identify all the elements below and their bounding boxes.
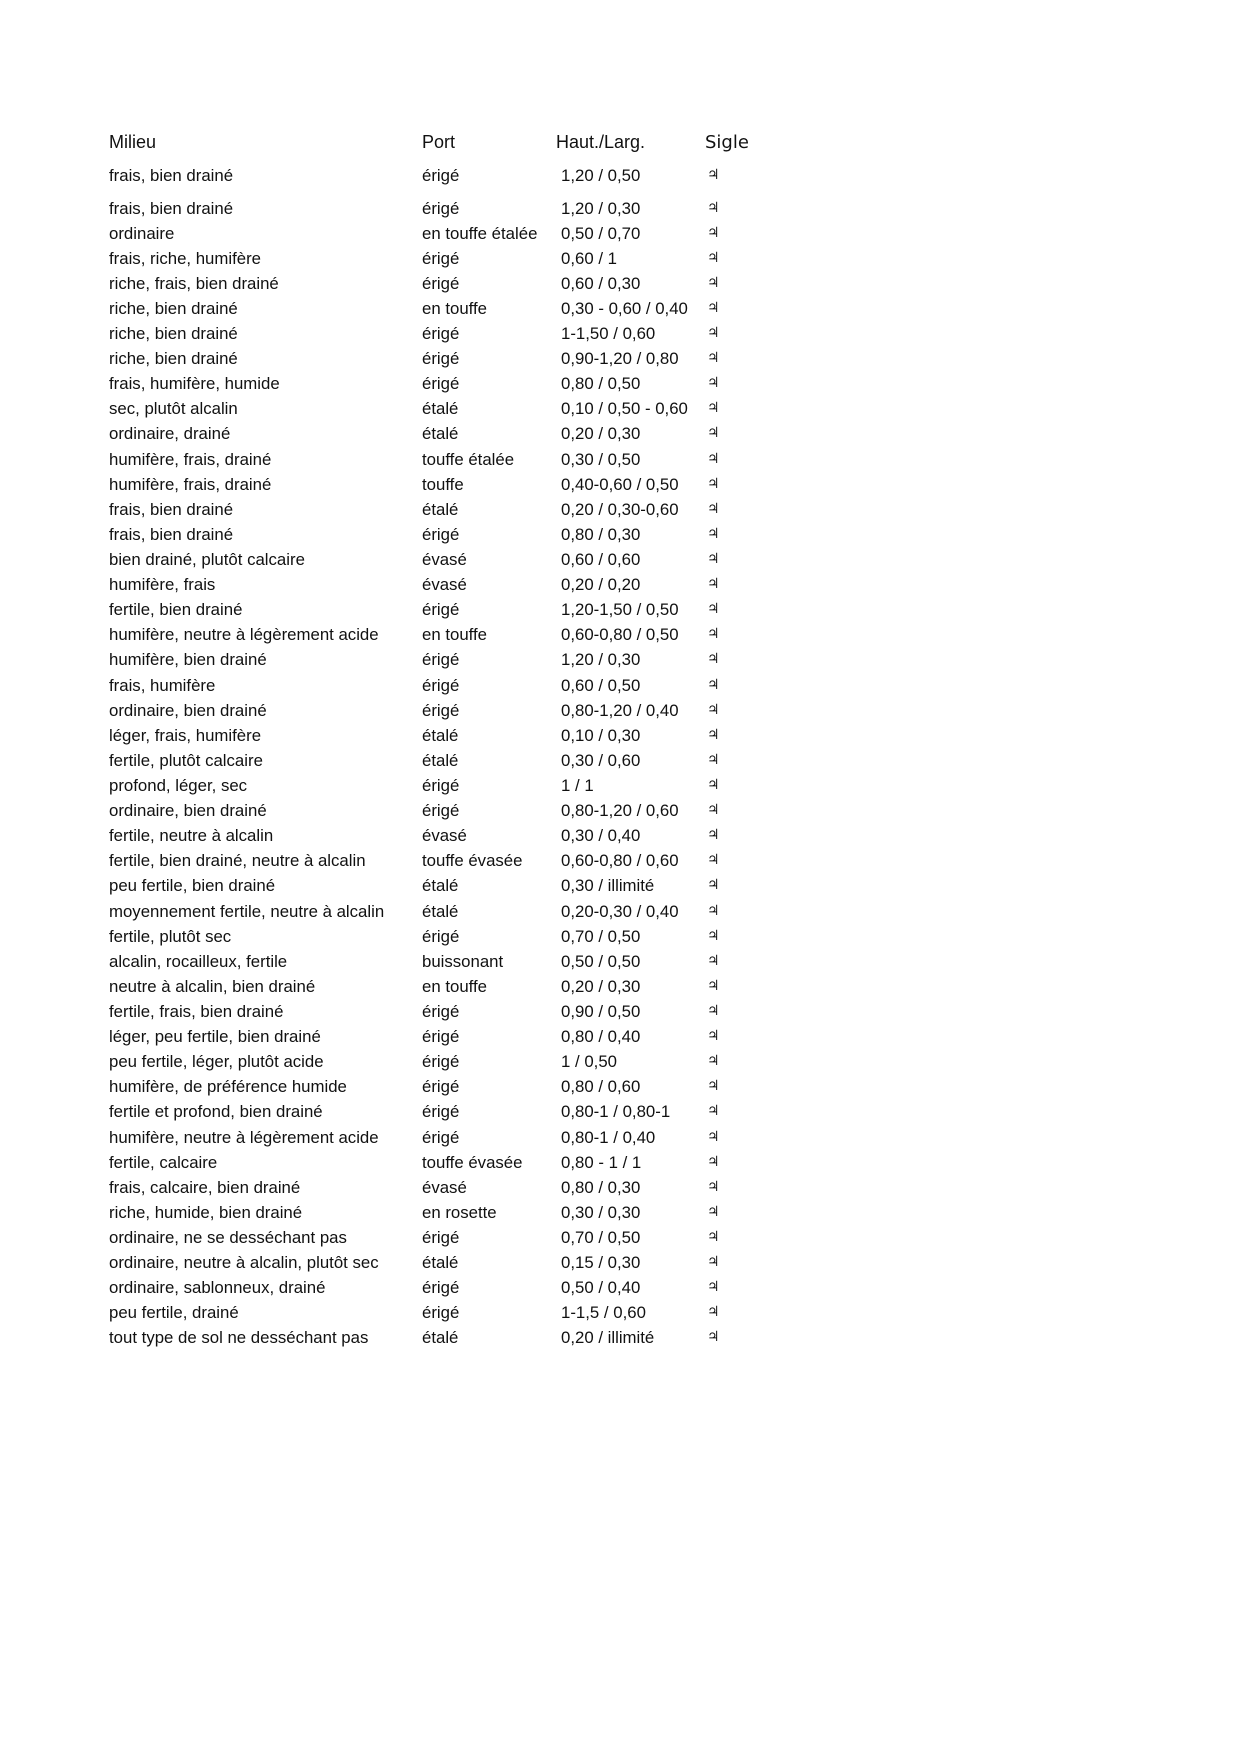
cell-milieu: ordinaire, sablonneux, drainé [109, 1278, 326, 1298]
cell-milieu: ordinaire, bien drainé [109, 801, 267, 821]
cell-port: érigé [422, 324, 460, 344]
cell-dimensions: 0,20 / illimité [561, 1328, 655, 1348]
cell-dimensions: 0,80 / 0,30 [561, 524, 641, 544]
sigle-symbol: ♃ [707, 1128, 720, 1145]
cell-dimensions: 0,20 / 0,30 [561, 976, 641, 996]
table-row [0, 1200, 1241, 1225]
table-row [0, 873, 1241, 898]
cell-milieu: frais, bien drainé [109, 165, 234, 185]
table-row [0, 798, 1241, 823]
cell-dimensions: 1,20-1,50 / 0,50 [561, 600, 679, 620]
cell-milieu: moyennement fertile, neutre à alcalin [109, 901, 385, 921]
cell-dimensions: 0,60-0,80 / 0,50 [561, 625, 679, 645]
cell-milieu: ordinaire, neutre à alcalin, plutôt sec [109, 1253, 379, 1273]
cell-dimensions: 0,30 / illimité [561, 876, 655, 896]
sigle-symbol: ♃ [707, 751, 720, 768]
cell-dimensions: 0,30 / 0,30 [561, 1202, 641, 1222]
table-row [0, 1024, 1241, 1049]
table-row [0, 246, 1241, 271]
cell-dimensions: 0,30 - 0,60 / 0,40 [561, 298, 688, 318]
sigle-symbol: ♃ [707, 1304, 720, 1321]
table-row [0, 1150, 1241, 1175]
cell-port: étalé [422, 750, 459, 770]
cell-milieu: ordinaire, bien drainé [109, 700, 267, 720]
sigle-symbol: ♃ [707, 902, 720, 919]
table-row [0, 1175, 1241, 1200]
cell-milieu: bien drainé, plutôt calcaire [109, 550, 305, 570]
sigle-symbol: ♃ [707, 626, 720, 643]
cell-port: érigé [422, 1102, 460, 1122]
cell-milieu: frais, bien drainé [109, 524, 234, 544]
table-row [0, 773, 1241, 798]
cell-port: en touffe [422, 976, 488, 996]
cell-port: érigé [422, 165, 460, 185]
cell-dimensions: 0,80-1 / 0,40 [561, 1127, 656, 1147]
table-row [0, 823, 1241, 848]
cell-dimensions: 1 / 1 [561, 776, 594, 796]
table-row [0, 1275, 1241, 1300]
sigle-symbol: ♃ [707, 1153, 720, 1170]
cell-port: en touffe [422, 625, 488, 645]
cell-milieu: fertile, bien drainé [109, 600, 243, 620]
cell-milieu: peu fertile, drainé [109, 1303, 239, 1323]
cell-dimensions: 0,20-0,30 / 0,40 [561, 901, 679, 921]
table-row [0, 1250, 1241, 1275]
cell-milieu: riche, bien drainé [109, 349, 238, 369]
sigle-symbol: ♃ [707, 952, 720, 969]
table-row [0, 1125, 1241, 1150]
header-port: Port [422, 131, 456, 152]
cell-port: touffe évasée [422, 1152, 523, 1172]
sigle-symbol: ♃ [707, 877, 720, 894]
sigle-symbol: ♃ [707, 400, 720, 417]
cell-milieu: ordinaire, drainé [109, 424, 231, 444]
table-row [0, 924, 1241, 949]
cell-port: étalé [422, 499, 459, 519]
cell-dimensions: 0,70 / 0,50 [561, 1227, 641, 1247]
header-dimensions: Haut./Larg. [556, 131, 646, 152]
cell-dimensions: 0,90-1,20 / 0,80 [561, 349, 679, 369]
cell-port: érigé [422, 600, 460, 620]
sigle-symbol: ♃ [707, 1329, 720, 1346]
table-row [0, 647, 1241, 672]
cell-dimensions: 1-1,50 / 0,60 [561, 324, 656, 344]
sigle-symbol: ♃ [707, 274, 720, 291]
cell-port: étalé [422, 1328, 459, 1348]
cell-dimensions: 0,80 / 0,60 [561, 1077, 641, 1097]
table-row [0, 447, 1241, 472]
table-row [0, 163, 1241, 188]
sigle-symbol: ♃ [707, 166, 720, 183]
sigle-symbol: ♃ [707, 676, 720, 693]
table-row [0, 1325, 1241, 1350]
sigle-symbol: ♃ [707, 977, 720, 994]
cell-milieu: riche, bien drainé [109, 324, 238, 344]
cell-dimensions: 0,60 / 0,50 [561, 675, 641, 695]
sigle-symbol: ♃ [707, 802, 720, 819]
table-row [0, 597, 1241, 622]
cell-milieu: humifère, neutre à légèrement acide [109, 625, 379, 645]
cell-dimensions: 0,20 / 0,30 [561, 424, 641, 444]
cell-port: érigé [422, 1002, 460, 1021]
cell-dimensions: 0,80-1,20 / 0,60 [561, 801, 679, 821]
sigle-symbol: ♃ [707, 1053, 720, 1070]
cell-port: érigé [422, 1278, 460, 1298]
cell-port: érigé [422, 1052, 460, 1072]
sigle-symbol: ♃ [707, 927, 720, 944]
cell-milieu: frais, calcaire, bien drainé [109, 1177, 301, 1197]
cell-port: touffe étalée [422, 449, 515, 469]
table-row [0, 999, 1241, 1024]
table-row [0, 1074, 1241, 1099]
header-milieu: Milieu [109, 131, 157, 152]
sigle-symbol: ♃ [707, 375, 720, 392]
sigle-symbol: ♃ [707, 199, 720, 216]
table-row [0, 196, 1241, 221]
cell-dimensions: 0,20 / 0,30-0,60 [561, 499, 679, 519]
table-row [0, 1225, 1241, 1250]
cell-dimensions: 0,80 / 0,50 [561, 374, 641, 394]
cell-dimensions: 0,90 / 0,50 [561, 1002, 641, 1021]
cell-dimensions: 1-1,5 / 0,60 [561, 1303, 646, 1323]
table-row [0, 673, 1241, 698]
sigle-symbol: ♃ [707, 325, 720, 342]
cell-port: étalé [422, 1253, 459, 1273]
table-row [0, 396, 1241, 421]
cell-port: érigé [422, 374, 460, 394]
cell-milieu: ordinaire, ne se desséchant pas [109, 1227, 347, 1247]
cell-port: érigé [422, 650, 460, 670]
table-row [0, 949, 1241, 974]
cell-port: érigé [422, 1303, 460, 1323]
cell-port: érigé [422, 273, 460, 293]
sigle-symbol: ♃ [707, 249, 720, 266]
cell-milieu: alcalin, rocailleux, fertile [109, 951, 288, 971]
cell-milieu: ordinaire [109, 223, 175, 243]
cell-milieu: peu fertile, bien drainé [109, 876, 276, 896]
cell-port: érigé [422, 1227, 460, 1247]
cell-milieu: humifère, frais, drainé [109, 449, 272, 469]
cell-dimensions: 0,80-1 / 0,80-1 [561, 1102, 671, 1122]
sigle-symbol: ♃ [707, 1028, 720, 1045]
cell-milieu: riche, bien drainé [109, 298, 238, 318]
table-row [0, 698, 1241, 723]
table-row [0, 1300, 1241, 1325]
cell-dimensions: 0,30 / 0,60 [561, 750, 641, 770]
cell-milieu: riche, frais, bien drainé [109, 273, 279, 293]
sigle-symbol: ♃ [707, 576, 720, 593]
cell-dimensions: 0,80 - 1 / 1 [561, 1152, 642, 1172]
table-row [0, 1099, 1241, 1124]
table-row [0, 421, 1241, 446]
sigle-symbol: ♃ [707, 500, 720, 517]
sigle-symbol: ♃ [707, 701, 720, 718]
cell-port: évasé [422, 826, 467, 846]
cell-milieu: léger, peu fertile, bien drainé [109, 1027, 321, 1047]
cell-dimensions: 0,10 / 0,50 - 0,60 [561, 399, 688, 419]
cell-milieu: fertile, calcaire [109, 1152, 218, 1172]
cell-milieu: humifère, bien drainé [109, 650, 267, 670]
cell-port: étalé [422, 725, 459, 745]
table-row [0, 321, 1241, 346]
cell-milieu: humifère, neutre à légèrement acide [109, 1127, 379, 1147]
cell-dimensions: 0,80-1,20 / 0,40 [561, 700, 679, 720]
cell-milieu: frais, riche, humifère [109, 248, 262, 268]
cell-milieu: fertile, plutôt sec [109, 926, 232, 946]
sigle-symbol: ♃ [707, 601, 720, 618]
cell-dimensions: 0,70 / 0,50 [561, 926, 641, 946]
cell-port: évasé [422, 1177, 467, 1197]
cell-milieu: neutre à alcalin, bien drainé [109, 976, 316, 996]
cell-dimensions: 0,50 / 0,40 [561, 1278, 641, 1298]
cell-milieu: humifère, frais [109, 575, 216, 595]
sigle-symbol: ♃ [707, 1203, 720, 1220]
cell-dimensions: 0,15 / 0,30 [561, 1253, 641, 1273]
sigle-symbol: ♃ [707, 651, 720, 668]
sigle-symbol: ♃ [707, 475, 720, 492]
cell-dimensions: 1,20 / 0,30 [561, 650, 641, 670]
cell-milieu: profond, léger, sec [109, 776, 248, 796]
sigle-symbol: ♃ [707, 1003, 720, 1019]
cell-dimensions: 1,20 / 0,30 [561, 198, 641, 218]
sigle-symbol: ♃ [707, 299, 720, 316]
table-row [0, 472, 1241, 497]
cell-port: érigé [422, 675, 460, 695]
cell-dimensions: 0,60-0,80 / 0,60 [561, 851, 679, 871]
sigle-symbol: ♃ [707, 827, 720, 844]
table-header [0, 130, 1241, 155]
cell-dimensions: 0,60 / 0,60 [561, 550, 641, 570]
sigle-symbol: ♃ [707, 525, 720, 542]
cell-dimensions: 0,30 / 0,50 [561, 449, 641, 469]
cell-port: étalé [422, 901, 459, 921]
cell-milieu: tout type de sol ne desséchant pas [109, 1328, 369, 1348]
cell-port: érigé [422, 1027, 460, 1047]
cell-dimensions: 0,40-0,60 / 0,50 [561, 474, 679, 494]
cell-milieu: frais, bien drainé [109, 198, 234, 218]
table-row [0, 522, 1241, 547]
cell-port: érigé [422, 349, 460, 369]
cell-milieu: frais, humifère, humide [109, 374, 280, 394]
sigle-symbol: ♃ [707, 726, 720, 743]
cell-dimensions: 0,80 / 0,40 [561, 1027, 641, 1047]
table-row [0, 848, 1241, 873]
cell-port: érigé [422, 801, 460, 821]
cell-port: évasé [422, 575, 467, 595]
cell-port: érigé [422, 926, 460, 946]
cell-milieu: fertile, plutôt calcaire [109, 750, 263, 770]
cell-port: en rosette [422, 1202, 497, 1222]
table-row [0, 547, 1241, 572]
table-row [0, 974, 1241, 999]
sigle-symbol: ♃ [707, 1078, 720, 1095]
cell-port: érigé [422, 1127, 460, 1147]
cell-port: touffe [422, 474, 464, 494]
sigle-symbol: ♃ [707, 1279, 720, 1296]
cell-milieu: humifère, frais, drainé [109, 474, 272, 494]
cell-port: étalé [422, 399, 459, 419]
table-row [0, 748, 1241, 773]
table-row [0, 1049, 1241, 1074]
sigle-symbol: ♃ [707, 777, 720, 794]
cell-port: érigé [422, 776, 460, 796]
table-row [0, 497, 1241, 522]
table-row [0, 622, 1241, 647]
cell-port: étalé [422, 876, 459, 896]
sigle-symbol: ♃ [707, 350, 720, 367]
cell-milieu: frais, humifère [109, 675, 216, 695]
cell-milieu: humifère, de préférence humide [109, 1077, 347, 1097]
cell-port: buissonant [422, 951, 504, 971]
cell-dimensions: 0,80 / 0,30 [561, 1177, 641, 1197]
cell-port: érigé [422, 700, 460, 720]
table-row [0, 296, 1241, 321]
cell-milieu: riche, humide, bien drainé [109, 1202, 303, 1222]
sigle-symbol: ♃ [707, 1103, 720, 1120]
sigle-symbol: ♃ [707, 450, 720, 467]
header-sigle: Sigle [705, 131, 749, 153]
cell-dimensions: 0,30 / 0,40 [561, 826, 641, 846]
cell-dimensions: 0,50 / 0,50 [561, 951, 641, 971]
table-body [0, 163, 1241, 1351]
sigle-symbol: ♃ [707, 1178, 720, 1195]
cell-dimensions: 1 / 0,50 [561, 1052, 617, 1072]
cell-milieu: fertile et profond, bien drainé [109, 1102, 323, 1122]
table-row [0, 572, 1241, 597]
table-row [0, 346, 1241, 371]
cell-dimensions: 0,60 / 0,30 [561, 273, 641, 293]
cell-dimensions: 1,20 / 0,50 [561, 165, 641, 185]
cell-port: érigé [422, 198, 460, 218]
cell-milieu: peu fertile, léger, plutôt acide [109, 1052, 324, 1072]
cell-dimensions: 0,20 / 0,20 [561, 575, 641, 595]
sigle-symbol: ♃ [707, 224, 720, 241]
sigle-symbol: ♃ [707, 551, 720, 568]
cell-milieu: sec, plutôt alcalin [109, 399, 238, 419]
table-row [0, 271, 1241, 296]
cell-milieu: fertile, frais, bien drainé [109, 1002, 284, 1021]
sigle-symbol: ♃ [707, 1228, 720, 1245]
cell-port: étalé [422, 424, 459, 444]
cell-port: touffe évasée [422, 851, 523, 871]
sigle-symbol: ♃ [707, 425, 720, 442]
sigle-symbol: ♃ [707, 852, 720, 869]
cell-port: évasé [422, 550, 467, 570]
table-row [0, 899, 1241, 924]
cell-dimensions: 0,50 / 0,70 [561, 223, 641, 243]
table-row [0, 371, 1241, 396]
cell-port: en touffe [422, 298, 488, 318]
cell-dimensions: 0,10 / 0,30 [561, 725, 641, 745]
cell-port: érigé [422, 524, 460, 544]
sigle-symbol: ♃ [707, 1254, 720, 1271]
cell-milieu: fertile, bien drainé, neutre à alcalin [109, 851, 366, 871]
cell-dimensions: 0,60 / 1 [561, 248, 617, 268]
cell-milieu: fertile, neutre à alcalin [109, 826, 274, 846]
cell-port: érigé [422, 248, 460, 268]
table-row [0, 723, 1241, 748]
table-row [0, 221, 1241, 246]
cell-milieu: léger, frais, humifère [109, 725, 262, 745]
cell-port: en touffe étalée [422, 223, 538, 243]
cell-milieu: frais, bien drainé [109, 499, 234, 519]
cell-port: érigé [422, 1077, 460, 1097]
